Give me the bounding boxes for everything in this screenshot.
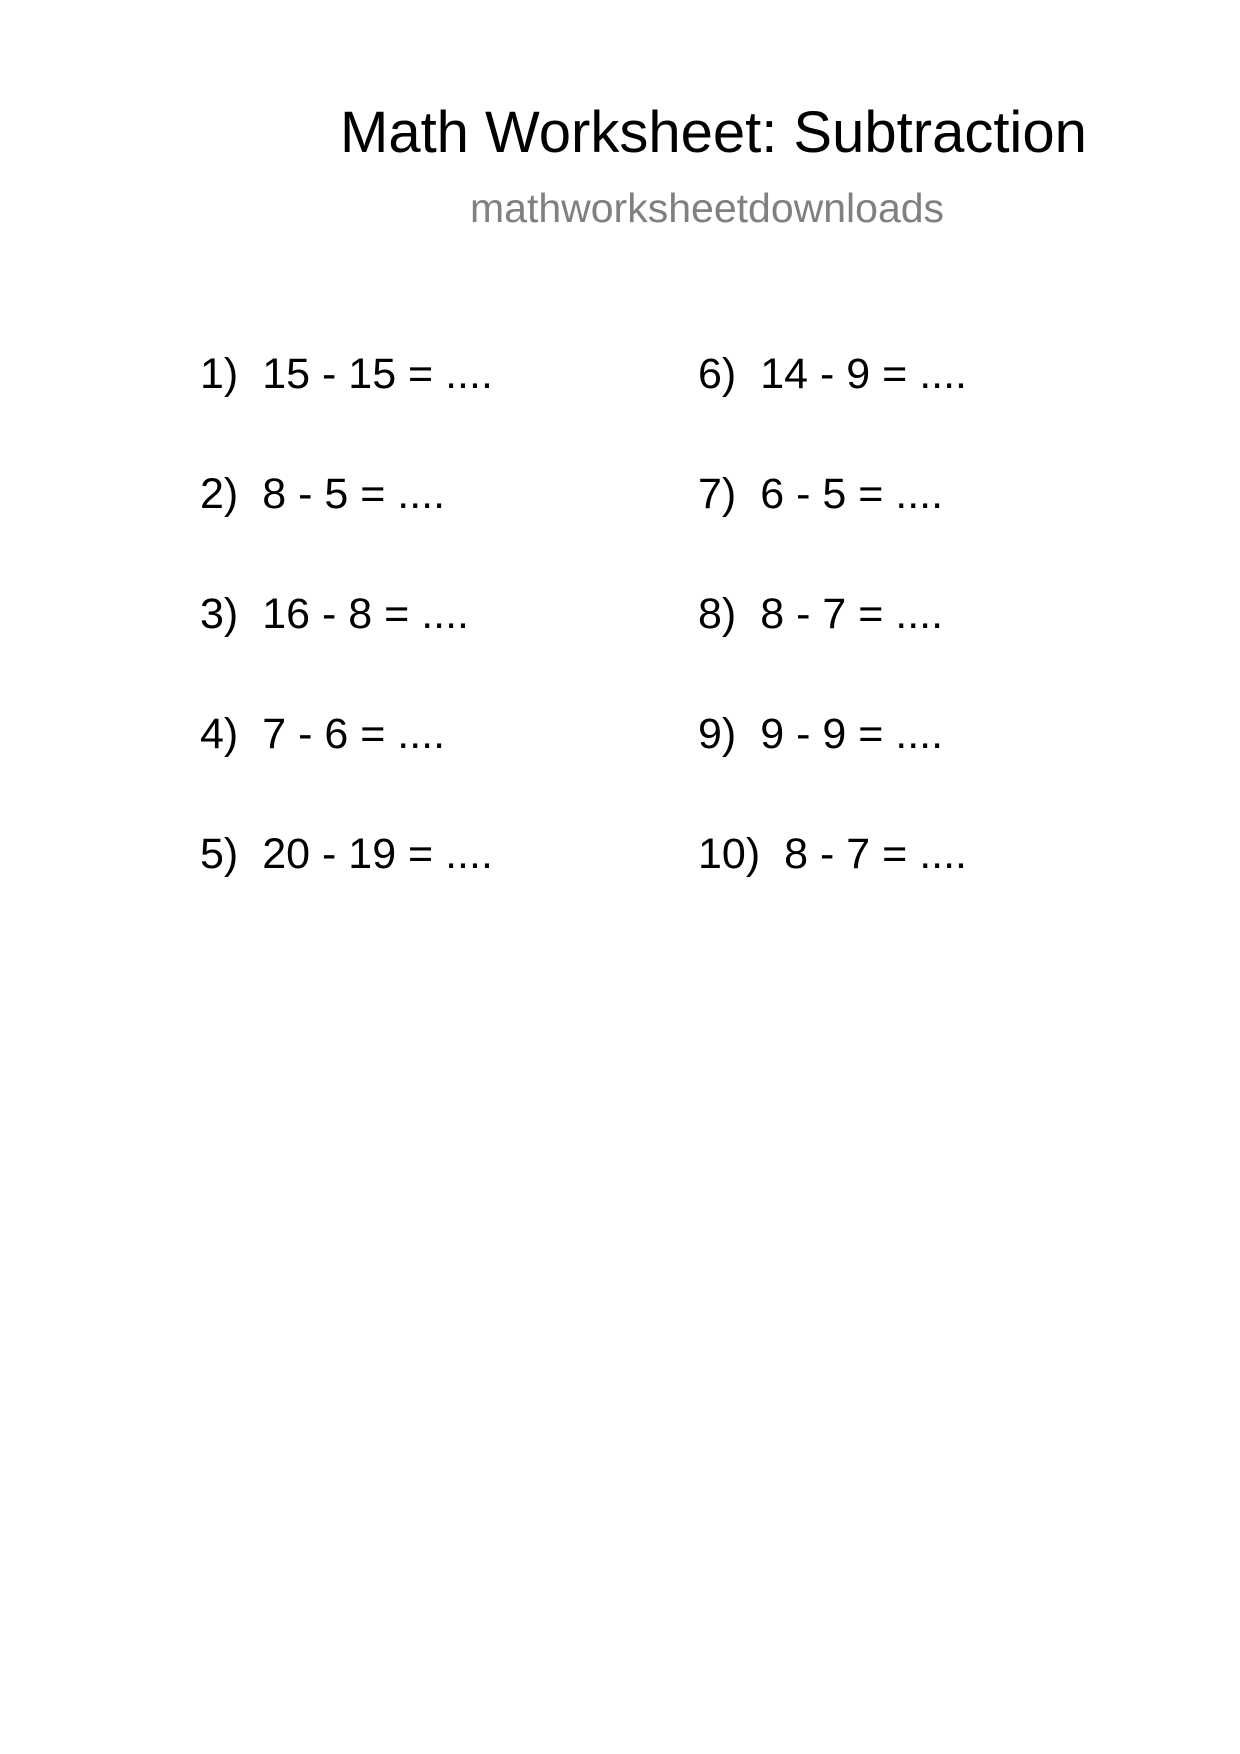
problem-expression: 6 - 5 = .... [760,470,944,518]
problem-number: 8) [698,590,737,638]
page-subtitle: mathworksheetdownloads [470,185,945,231]
problem-number: 7) [698,470,737,518]
problem-number: 9) [698,710,737,758]
problem-item-10 [698,829,967,879]
problem-expression: 7 - 6 = .... [262,710,446,758]
problem-item-3 [200,589,469,639]
problem-expression: 8 - 7 = .... [760,590,944,638]
problem-expression: 20 - 19 = .... [262,830,493,878]
problem-expression: 8 - 7 = .... [784,830,967,878]
problem-expression: 9 - 9 = .... [760,710,944,758]
problem-item-6 [698,349,967,399]
problem-number: 6) [698,350,737,398]
problem-expression: 15 - 15 = .... [262,350,493,398]
page-title: Math Worksheet: Subtraction [340,100,1087,165]
problem-item-5 [200,829,493,879]
problem-expression: 8 - 5 = .... [262,470,446,518]
problem-item-9 [698,709,943,759]
problem-item-7 [698,469,943,519]
problem-expression: 14 - 9 = .... [760,350,967,398]
problem-number: 2) [200,470,239,518]
problem-number: 10) [698,830,761,878]
problem-item-2 [200,469,445,519]
problem-number: 1) [200,350,239,398]
problem-expression: 16 - 8 = .... [262,590,469,638]
problem-item-4 [200,709,445,759]
problem-item-8 [698,589,943,639]
problem-number: 3) [200,590,239,638]
problem-item-1 [200,349,493,399]
problem-number: 4) [200,710,239,758]
problem-number: 5) [200,830,239,878]
